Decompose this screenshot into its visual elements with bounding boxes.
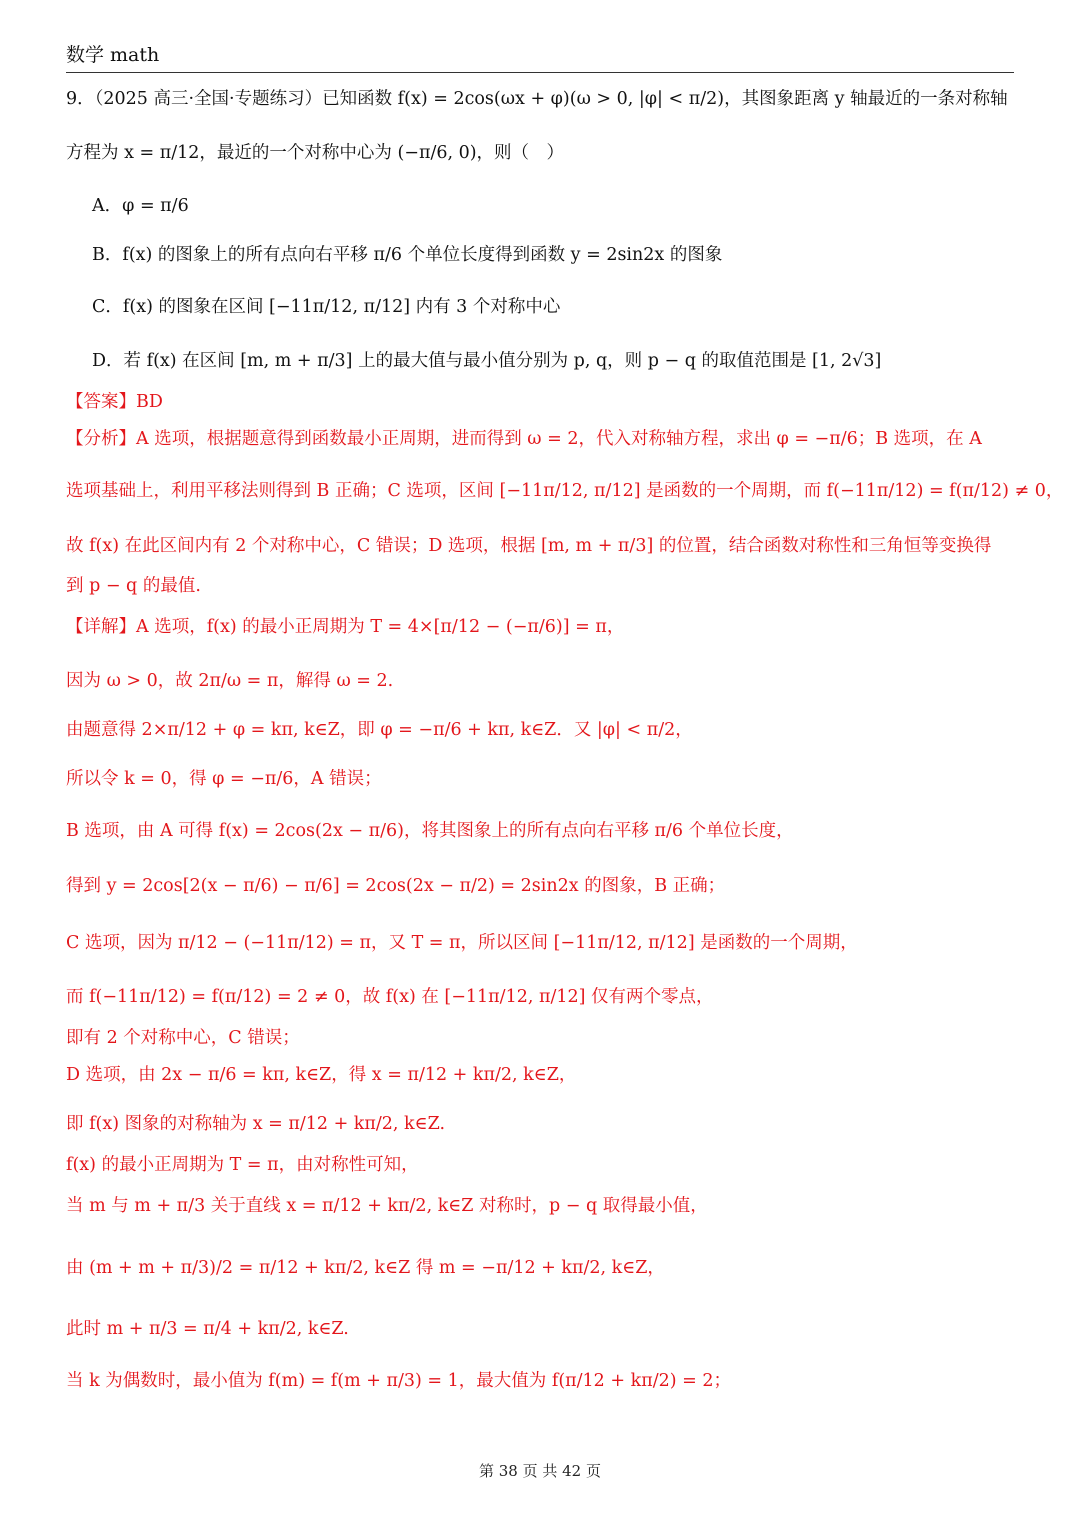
page-number: 第 38 页 共 42 页 <box>478 1462 601 1480</box>
analysis-line: 选项基础上，利用平移法则得到 B 正确；C 选项，区间 [−11π/12, π/12] 是函数的一个周期，而 f(−11π/12) = f(π/12) ≠ 0， <box>66 481 1064 501</box>
detail-line: D 选项，由 2x − π/6 = kπ, k∈Z，得 x = π/12 + kπ/2, k∈Z， <box>66 1065 577 1085</box>
detail-line: 由 (m + m + π/3)/2 = π/12 + kπ/2, k∈Z 得 m = −π/12 + kπ/2, k∈Z， <box>66 1258 665 1278</box>
option-b: B．f(x) 的图象上的所有点向右平移 π/6 个单位长度得到函数 y = 2sin2x 的图象 <box>92 245 723 265</box>
analysis-line: 到 p − q 的最值. <box>66 576 201 596</box>
question-stem-line-2: 方程为 x = π/12，最近的一个对称中心为 (−π/6, 0)，则（ ） <box>66 143 565 163</box>
option-a: A．φ = π/6 <box>92 196 189 216</box>
detail-line: 得到 y = 2cos[2(x − π/6) − π/6] = 2cos(2x − π/2) = 2sin2x 的图象，B 正确； <box>66 876 726 896</box>
answer-line: 【答案】BD <box>66 392 163 412</box>
header-title: 数学 math <box>66 44 160 66</box>
detail-line: C 选项，因为 π/12 − (−11π/12) = π，又 T = π，所以区间 [−11π/12, π/12] 是函数的一个周期， <box>66 933 858 953</box>
detail-line: 所以令 k = 0，得 φ = −π/6，A 错误； <box>66 769 382 789</box>
page-footer <box>0 1460 1080 1481</box>
question-stem-line-1: 9．（2025 高三·全国·专题练习）已知函数 f(x) = 2cos(ωx + φ)(ω > 0, |φ| < π/2)，其图象距离 y 轴最近的一条对称轴 <box>66 89 1008 109</box>
detail-line: 而 f(−11π/12) = f(π/12) = 2 ≠ 0，故 f(x) 在 [−11π/12, π/12] 仅有两个零点， <box>66 987 714 1007</box>
detail-line: 即 f(x) 图象的对称轴为 x = π/12 + kπ/2, k∈Z. <box>66 1114 446 1134</box>
detail-line: f(x) 的最小正周期为 T = π，由对称性可知， <box>66 1155 419 1175</box>
detail-line: 当 m 与 m + π/3 关于直线 x = π/12 + kπ/2, k∈Z 对称时，p − q 取得最小值， <box>66 1196 708 1216</box>
detail-line: 此时 m + π/3 = π/4 + kπ/2, k∈Z. <box>66 1319 349 1339</box>
detail-line: 因为 ω > 0，故 2π/ω = π，解得 ω = 2. <box>66 671 394 691</box>
analysis-line: 故 f(x) 在此区间内有 2 个对称中心，C 错误；D 选项，根据 [m, m + π/3] 的位置，结合函数对称性和三角恒等变换得 <box>66 536 992 556</box>
option-c: C．f(x) 的图象在区间 [−11π/12, π/12] 内有 3 个对称中心 <box>92 297 561 317</box>
detail-line: 由题意得 2×π/12 + φ = kπ, k∈Z，即 φ = −π/6 + kπ, k∈Z．又 |φ| < π/2， <box>66 720 693 740</box>
page-header <box>66 40 1014 73</box>
analysis-line: 【分析】A 选项，根据题意得到函数最小正周期，进而得到 ω = 2，代入对称轴方程，求出 φ = −π/6；B 选项，在 A <box>66 429 982 449</box>
detail-line: 当 k 为偶数时，最小值为 f(m) = f(m + π/3) = 1，最大值为 f(π/12 + kπ/2) = 2； <box>66 1371 731 1391</box>
detail-line: B 选项，由 A 可得 f(x) = 2cos(2x − π/6)，将其图象上的所有点向右平移 π/6 个单位长度， <box>66 821 794 841</box>
detail-line: 【详解】A 选项，f(x) 的最小正周期为 T = 4×[π/12 − (−π/6)] = π， <box>66 617 625 637</box>
detail-line: 即有 2 个对称中心，C 错误； <box>66 1028 300 1048</box>
option-d: D．若 f(x) 在区间 [m, m + π/3] 上的最大值与最小值分别为 p, q，则 p − q 的取值范围是 [1, 2√3] <box>92 351 882 371</box>
